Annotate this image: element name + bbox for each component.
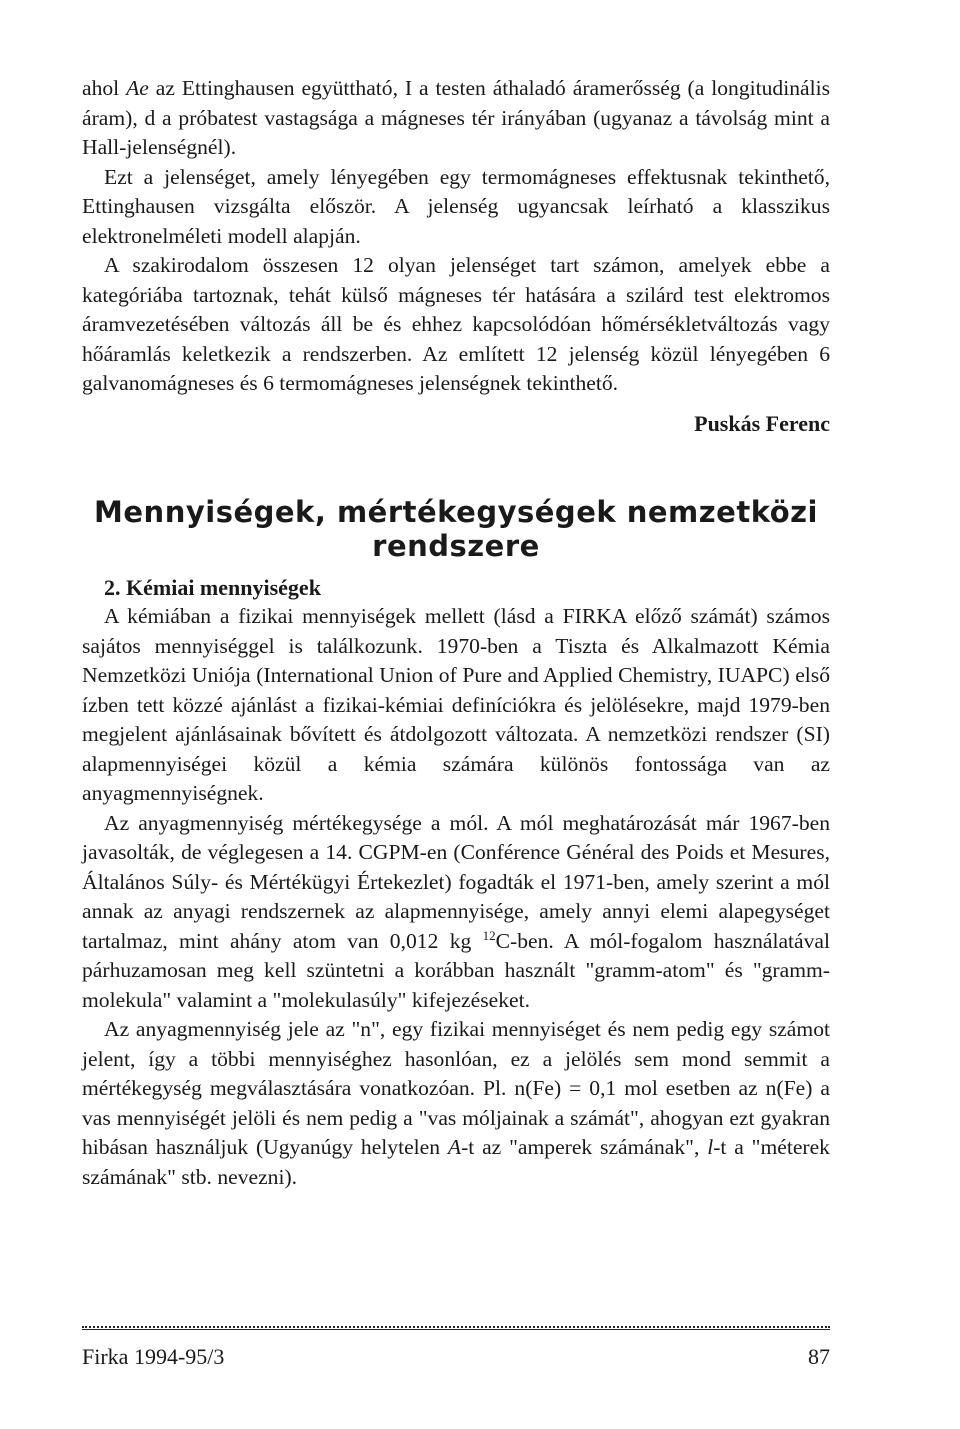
ampere-symbol: A: [447, 1135, 462, 1159]
footer-divider-line: [82, 1329, 830, 1330]
isotope-superscript: 12: [482, 927, 496, 943]
text: Az anyagmennyiség mértékegysége a mól. A mól meghatározását már 1967-ben javasolták, de véglegesen a 14. CGPM-en (Conférence Général des Poids et Mesures, Általános Súly- és Mértékügyi Értekezlet) fogadták el 1971-ben, amely szerint a mól annak az anyagi rendszernek az alapmennyisége, amely annyi elemi alapegységet tartalmaz, mint ahány atom van 0,012 kg: [82, 810, 830, 953]
paragraph-ettinghausen-effect: Ezt a jelenséget, amely lényegében egy termomágneses effektusnak tekinthető, Ettinghausen vizsgálta először. A jelenség ugyancsak leírható a klasszikus elektronelméleti modell alapján.: [82, 164, 830, 248]
paragraph-ettinghausen-definition: [82, 74, 830, 163]
text: Az anyagmennyiség jele az "n", egy fizikai mennyiséget és nem pedig egy számot jelent, így a többi mennyiséghez hasonlóan, ez a jelölés sem mond semmit a mértékegység megválasztására vonatkozóan. Pl. n(Fe) = 0,1 mol esetben az n(Fe) a vas mennyiségét jelöli és nem pedig a "vas móljainak a számát", ahogyan ezt gyakran hibásan használjuk (Ugyanúgy helytelen: [82, 1017, 830, 1159]
section-heading: 2. Kémiai mennyiségek: [104, 574, 321, 600]
ettinghausen-symbol: Ae: [126, 76, 149, 100]
article-title: [82, 495, 830, 563]
footer-divider: [82, 1326, 830, 1328]
page-number: 87: [808, 1344, 830, 1369]
length-symbol: l: [707, 1135, 714, 1159]
paragraph-twelve-phenomena: A szakirodalom összesen 12 olyan jelenséget tart számon, amelyek ebbe a kategóriába tartoznak, tehát külső mágneses tér hatására a szilárd test elektromos áramvezetésében változás áll be és ehhez kapcsolódóan hőmérsékletváltozás vagy hőáramlás keletkezik a rendszerben. Az említett 12 jelenség közül lényegében 6 galvanomágneses és 6 termomágneses jelenségnek tekinthető.: [82, 253, 830, 395]
text: ahol: [82, 76, 127, 100]
journal-issue: Firka 1994-95/3: [82, 1344, 225, 1369]
paragraph-amount-symbol: [82, 1015, 830, 1192]
text: -t az "amperek számának",: [461, 1135, 708, 1159]
paragraph-chemical-quantities: A kémiában a fizikai mennyiségek mellett (lásd a FIRKA előző számát) számos sajátos mennyiséggel is találkozunk. 1970-ben a Tiszta és Alkalmazott Kémia Nemzetközi Uniója (International Union of Pure and Applied Chemistry, IUAPC) első ízben tett közzé ajánlást a fizikai-kémiai definíciókra és jelölésekre, majd 1979-ben megjelent ajánlásainak bővített és átdolgozott változata. A nemzetközi rendszer (SI) alapmennyiségei közül a kémia számára különös fontossága van az anyagmennyiségnek.: [82, 604, 830, 805]
text: -t a "méterek számának" stb. nevezni).: [82, 1135, 830, 1189]
page-footer: [82, 1344, 830, 1370]
title-line-2: rendszere: [372, 528, 540, 563]
text: C-ben. A mól-fogalom használatával párhuzamosan meg kell szüntetni a korábban használt "gramm-atom" és "gramm-molekula" valamint a "molekulasúly" kifejezéseket.: [82, 928, 830, 1012]
text: az Ettinghausen együttható, I a testen áthaladó áramerősség (a longitudinális áram), d a próbatest vastagsága a mágneses tér irányában (ugyanaz a távolság mint a Hall-jelenségnél).: [82, 76, 830, 159]
paragraph-mole-definition: [82, 809, 830, 1016]
author-signature: Puskás Ferenc: [694, 410, 830, 436]
title-line-1: Mennyiségek, mértékegységek nemzetközi: [94, 494, 818, 529]
page-content: [82, 74, 830, 1192]
